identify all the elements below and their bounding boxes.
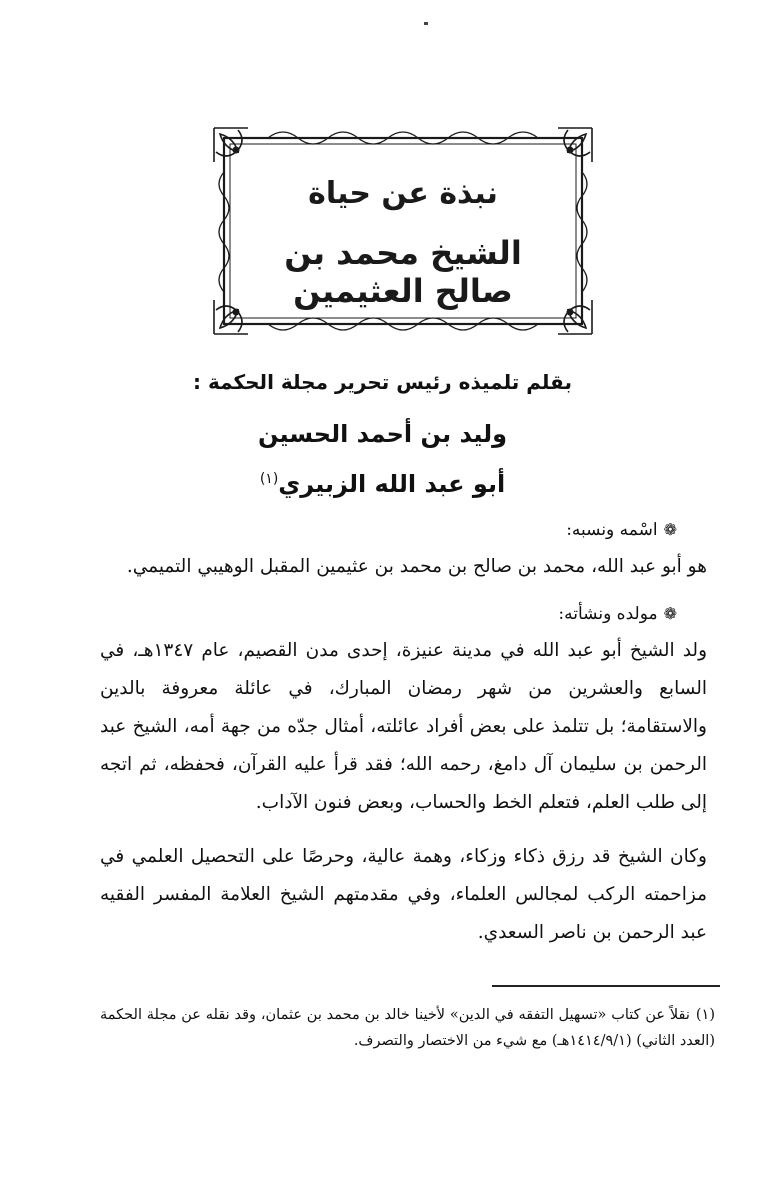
section-heading-name-text: اسْمه ونسبه: <box>566 520 658 540</box>
section-heading-birth-text: مولده ونشأته: <box>558 604 658 624</box>
page-mark <box>424 22 428 25</box>
section-heading-birth <box>558 604 677 624</box>
footnote-number: (١) <box>695 1007 715 1023</box>
footnote-reference[interactable]: (١) <box>259 471 279 487</box>
section-heading-name <box>566 520 677 540</box>
flower-star-icon: ❁ <box>663 520 677 539</box>
footnote-text: نقلاً عن كتاب «تسهيل التفقه في الدين» لأخينا خالد بن محمد بن عثمان، وقد نقله عن مجلة الحكمة (العدد الثاني) (١٤١٤/٩/١هـ) مع شيء من الاختصار والتصرف. <box>100 1007 715 1049</box>
title-line-2: الشيخ محمد بن صالح العثيمين <box>284 234 522 310</box>
title-frame <box>208 122 598 340</box>
flower-star-icon: ❁ <box>663 604 677 623</box>
author-kunya <box>180 470 585 498</box>
title-line-1: نبذة عن حياة <box>308 176 498 211</box>
author-name: وليد بن أحمد الحسين <box>257 420 508 448</box>
paragraph-education: وكان الشيخ قد رزق ذكاء وزكاء، وهمة عالية، وحرصًا على التحصيل العلمي في مزاحمته الركب لمجالس العلماء، وفي مقدمتهم الشيخ العلامة المفسر الفقيه عبد الرحمن بن ناصر السعدي. <box>100 846 707 943</box>
paragraph-birth: ولد الشيخ أبو عبد الله في مدينة عنيزة، إحدى مدن القصيم، عام ١٣٤٧هـ، في السابع والعشرين من شهر رمضان المبارك، في عائلة معروفة بالدين والاستقامة؛ بل تتلمذ على بعض أفراد عائلته، أمثال جدّه من جهة أمه، الشيخ عبد الرحمن بن سليمان آل دامغ، رحمه الله؛ فقد قرأ عليه القرآن، فحفظه، ثم اتجه إلى طلب العلم، فتعلم الخط والحساب، وبعض فنون الآداب. <box>100 640 708 813</box>
byline-intro: بقلم تلميذه رئيس تحرير مجلة الحكمة : <box>193 370 572 394</box>
footnote-divider <box>492 985 720 987</box>
paragraph-lineage: هو أبو عبد الله، محمد بن صالح بن محمد بن عثيمين المقبل الوهيبي التميمي. <box>126 556 707 577</box>
footnote <box>100 1002 715 1054</box>
author-kunya-text: أبو عبد الله الزبيري <box>278 470 506 498</box>
